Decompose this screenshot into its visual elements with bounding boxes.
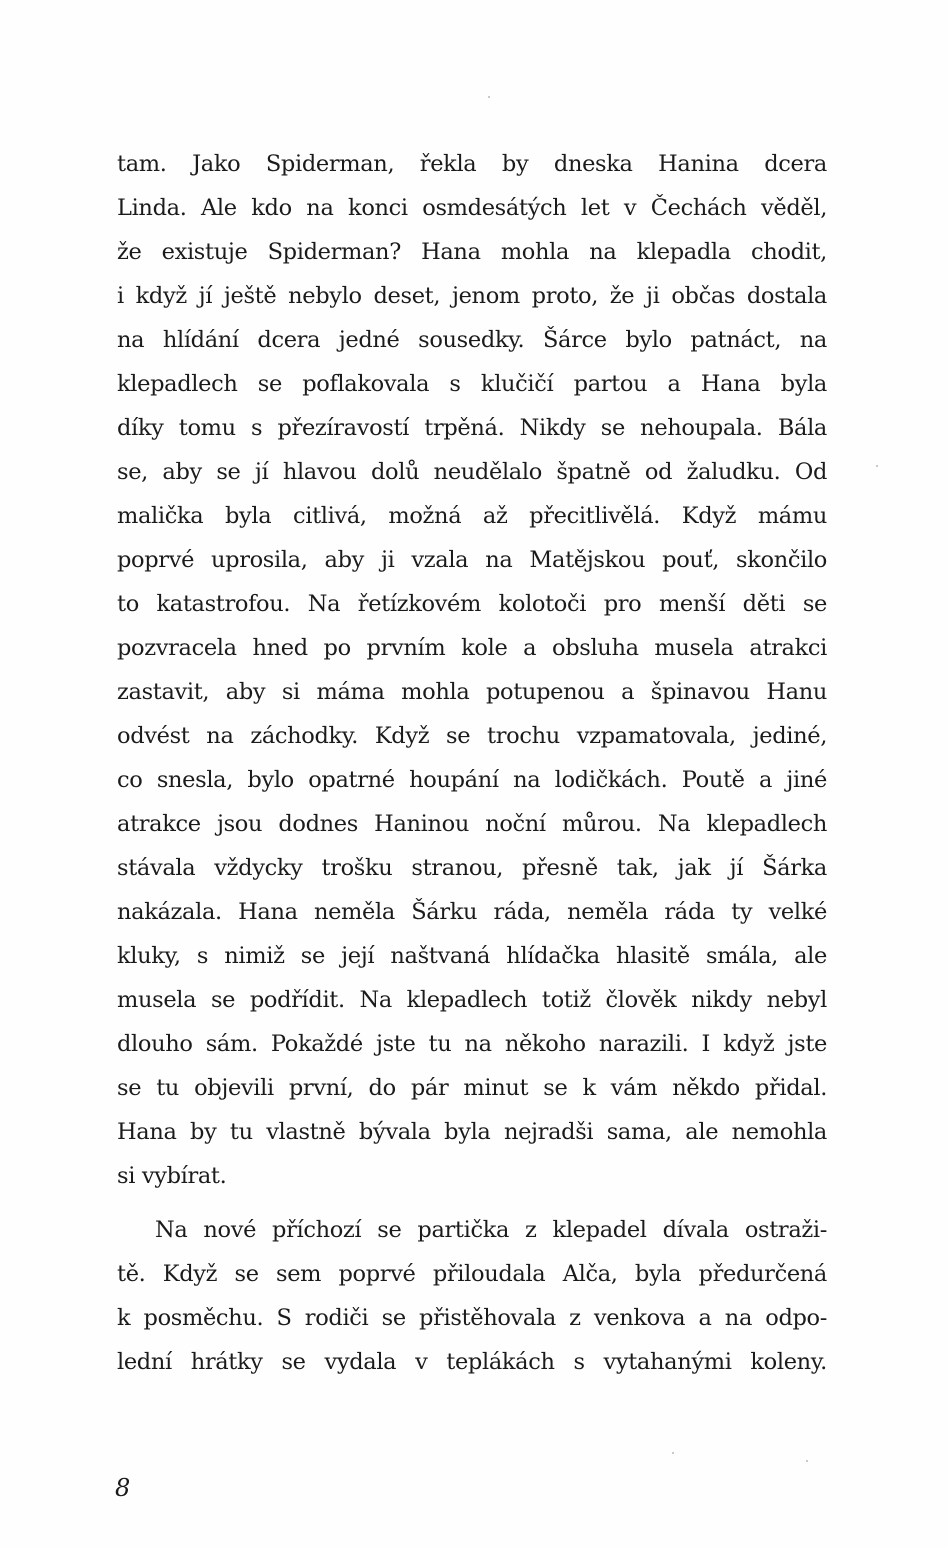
text-line: na hlídání dcera jedné sousedky. Šárce bylo patnáct, na <box>117 327 827 353</box>
text-line: i když jí ještě nebylo deset, jenom proto, že ji občas dostala <box>117 283 827 309</box>
text-line: Hana by tu vlastně bývala byla nejradši sama, ale nemohla <box>117 1119 827 1145</box>
text-line: se, aby se jí hlavou dolů neudělalo špatně od žaludku. Od <box>117 459 827 485</box>
paper-speck <box>806 1460 808 1462</box>
text-line: to katastrofou. Na řetízkovém kolotoči pro menší děti se <box>117 591 827 617</box>
text-line: musela se podřídit. Na klepadlech totiž člověk nikdy nebyl <box>117 987 827 1013</box>
text-line: pozvracela hned po prvním kole a obsluha musela atrakci <box>117 635 827 661</box>
paper-speck <box>876 465 878 467</box>
text-line: co snesla, bylo opatrné houpání na lodičkách. Poutě a jiné <box>117 767 827 793</box>
text-line: Na nové příchozí se partička z klepadel dívala ostraži- <box>155 1217 827 1243</box>
text-line: tě. Když se sem poprvé přiloudala Alča, byla předurčená <box>117 1261 827 1287</box>
text-line: klepadlech se poflakovala s klučičí partou a Hana byla <box>117 371 827 397</box>
text-line: Linda. Ale kdo na konci osmdesátých let v Čechách věděl, <box>117 195 827 221</box>
text-line: k posměchu. S rodiči se přistěhovala z venkova a na odpo- <box>117 1305 827 1331</box>
paper-speck <box>672 1452 674 1454</box>
text-line: odvést na záchodky. Když se trochu vzpamatovala, jediné, <box>117 723 827 749</box>
text-line: poprvé uprosila, aby ji vzala na Matějskou pouť, skončilo <box>117 547 827 573</box>
text-line: stávala vždycky trošku stranou, přesně tak, jak jí Šárka <box>117 855 827 881</box>
text-line: kluky, s nimiž se její naštvaná hlídačka hlasitě smála, ale <box>117 943 827 969</box>
text-line: dlouho sám. Pokaždé jste tu na někoho narazili. I když jste <box>117 1031 827 1057</box>
text-line: se tu objevili první, do pár minut se k vám někdo přidal. <box>117 1075 827 1101</box>
text-line: atrakce jsou dodnes Haninou noční můrou. Na klepadlech <box>117 811 827 837</box>
page-number: 8 <box>115 1474 131 1502</box>
paper-speck <box>488 96 490 98</box>
text-line: malička byla citlivá, možná až přecitlivělá. Když mámu <box>117 503 827 529</box>
text-line: tam. Jako Spiderman, řekla by dneska Hanina dcera <box>117 151 827 177</box>
text-line: zastavit, aby si máma mohla potupenou a špinavou Hanu <box>117 679 827 705</box>
body-text <box>117 142 827 1384</box>
text-line: lední hrátky se vydala v teplákách s vytahanými koleny. <box>117 1349 827 1375</box>
paragraph-gap <box>117 1198 827 1208</box>
text-line: díky tomu s přezíravostí trpěná. Nikdy se nehoupala. Bála <box>117 415 827 441</box>
text-line: si vybírat. <box>117 1163 227 1189</box>
text-line: že existuje Spiderman? Hana mohla na klepadla chodit, <box>117 239 827 265</box>
text-line: nakázala. Hana neměla Šárku ráda, neměla ráda ty velké <box>117 899 827 925</box>
